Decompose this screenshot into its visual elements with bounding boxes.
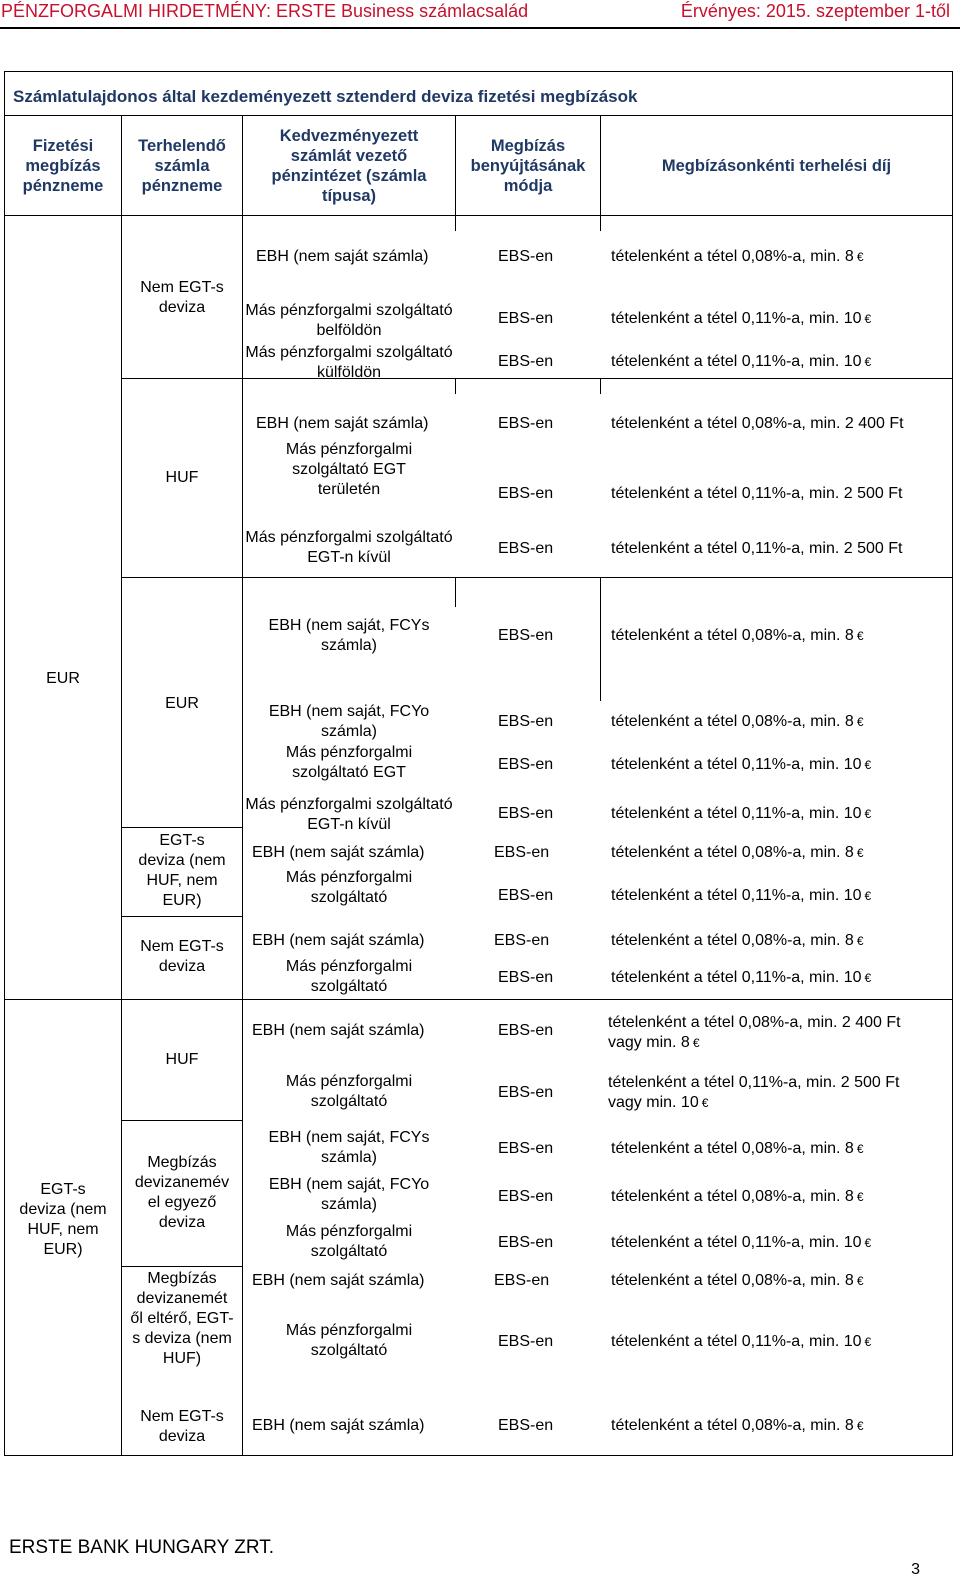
col2-megbizas-eltero bbox=[121, 1266, 243, 1456]
b2-r1-mode: EBS-en bbox=[498, 415, 554, 432]
vsep-a bbox=[455, 215, 456, 231]
b7-r3-bank: Más pénzforgalmi szolgáltató bbox=[285, 1223, 413, 1260]
fee-area bbox=[242, 215, 953, 1456]
b3-r1-mode: EBS-en bbox=[498, 627, 554, 644]
col2-eur bbox=[121, 577, 243, 828]
col2-eur-label: EUR bbox=[165, 695, 199, 712]
b4-r1-fee: tételenként a tétel 0,08%-a, min. 8 € bbox=[611, 844, 864, 861]
b7-r3-mode: EBS-en bbox=[498, 1234, 554, 1251]
b1-r2-bank: Más pénzforgalmi szolgáltató belföldön bbox=[245, 302, 453, 339]
header-col4-text: Megbízás benyújtásának módja bbox=[470, 137, 586, 195]
header-col5 bbox=[600, 115, 953, 216]
eur-block bbox=[4, 215, 122, 1000]
page-number: 3 bbox=[911, 1561, 920, 1578]
b5-r2-bank: Más pénzforgalmi szolgáltató bbox=[285, 958, 413, 995]
b6-r2-bank: Más pénzforgalmi szolgáltató bbox=[285, 1073, 413, 1110]
b3-r3-bank: Más pénzforgalmi szolgáltató EGT bbox=[285, 744, 413, 781]
b5-r2-fee: tételenként a tétel 0,11%-a, min. 10 € bbox=[611, 969, 872, 986]
col2-egt bbox=[121, 827, 243, 917]
b9-r1-bank: EBH (nem saját számla) bbox=[252, 1417, 425, 1434]
col2-nem-egt bbox=[121, 215, 243, 379]
b8-r1-mode: EBS-en bbox=[494, 1272, 550, 1289]
b6-r2-fee: tételenként a tétel 0,11%-a, min. 2 500 Ft vagy min. 10 € bbox=[608, 1074, 900, 1111]
eur-label: EUR bbox=[46, 670, 80, 687]
egt-label: EGT-s deviza (nem HUF, nem EUR) bbox=[19, 1181, 107, 1258]
vsep-f bbox=[600, 577, 601, 701]
b3-r4-bank: Más pénzforgalmi szolgáltató EGT-n kívül bbox=[245, 796, 453, 833]
b2-r2-mode: EBS-en bbox=[498, 485, 554, 502]
col2-megbizas-egyezo-label: Megbízás devizanemév el egyező deviza bbox=[134, 1154, 230, 1231]
b1-r1-bank: EBH (nem saját számla) bbox=[256, 248, 429, 265]
b4-r2-bank: Más pénzforgalmi szolgáltató bbox=[285, 869, 413, 906]
header-col4 bbox=[455, 115, 601, 216]
header-col1-text: Fizetési megbízás pénzneme bbox=[22, 137, 104, 195]
vsep-e bbox=[455, 577, 456, 607]
b6-r1-bank: EBH (nem saját számla) bbox=[252, 1022, 425, 1039]
col2-huf-label: HUF bbox=[165, 469, 199, 486]
b3-r2-mode: EBS-en bbox=[498, 713, 554, 730]
b8-r2-fee: tételenként a tétel 0,11%-a, min. 10 € bbox=[611, 1333, 872, 1350]
egt-block bbox=[4, 999, 122, 1456]
sep-2 bbox=[242, 577, 953, 578]
col2-huf bbox=[121, 378, 243, 578]
b4-r1-mode: EBS-en bbox=[494, 844, 550, 861]
b7-r2-bank: EBH (nem saját, FCYo számla) bbox=[268, 1176, 430, 1213]
b3-r3-mode: EBS-en bbox=[498, 756, 554, 773]
header-col5-text: Megbízásonkénti terhelési díj bbox=[661, 157, 892, 175]
b8-r1-bank: EBH (nem saját számla) bbox=[252, 1272, 425, 1289]
b3-r1-fee: tételenként a tétel 0,08%-a, min. 8 € bbox=[611, 627, 864, 644]
b8-r2-mode: EBS-en bbox=[498, 1333, 554, 1350]
col2-nem-egt-label: Nem EGT-s deviza bbox=[140, 279, 224, 316]
b2-r1-bank: EBH (nem saját számla) bbox=[256, 415, 429, 432]
b1-r1-fee: tételenként a tétel 0,08%-a, min. 8 € bbox=[611, 248, 864, 265]
b4-r2-fee: tételenként a tétel 0,11%-a, min. 10 € bbox=[611, 887, 872, 904]
header-col3-text: Kedvezményezett számlát vezető pénzintézet (számla típusa) bbox=[271, 127, 427, 205]
b2-r1-fee: tételenként a tétel 0,08%-a, min. 2 400 Ft bbox=[611, 415, 904, 432]
vsep-b bbox=[600, 215, 601, 231]
b5-r2-mode: EBS-en bbox=[498, 969, 554, 986]
table-title: Számlatulajdonos által kezdeményezett sztenderd deviza fizetési megbízások bbox=[13, 87, 638, 106]
b2-r2-fee: tételenként a tétel 0,11%-a, min. 2 500 Ft bbox=[611, 485, 903, 502]
header-rule bbox=[0, 27, 960, 29]
b2-r3-mode: EBS-en bbox=[498, 540, 554, 557]
b6-r1-fee: tételenként a tétel 0,08%-a, min. 2 400 Ft vagy min. 8 € bbox=[608, 1014, 901, 1051]
col2-huf2-label: HUF bbox=[165, 1051, 199, 1068]
b9-r1-mode: EBS-en bbox=[498, 1417, 554, 1434]
b7-r1-mode: EBS-en bbox=[498, 1140, 554, 1157]
col2-megbizas-eltero-label: Megbízás devizanemét ől eltérő, EGT-s deviza (nem HUF) bbox=[130, 1270, 234, 1367]
b8-r1-fee: tételenként a tétel 0,08%-a, min. 8 € bbox=[611, 1272, 864, 1289]
b4-r1-bank: EBH (nem saját számla) bbox=[252, 844, 425, 861]
b3-r1-bank: EBH (nem saját, FCYs számla) bbox=[268, 617, 430, 654]
b1-r3-fee: tételenként a tétel 0,11%-a, min. 10 € bbox=[611, 353, 872, 370]
b5-r1-bank: EBH (nem saját számla) bbox=[252, 932, 425, 949]
col2-nem-egt2 bbox=[121, 916, 243, 1000]
b2-r3-bank: Más pénzforgalmi szolgáltató EGT-n kívül bbox=[245, 529, 453, 566]
b2-r3-fee: tételenként a tétel 0,11%-a, min. 2 500 Ft bbox=[611, 540, 903, 557]
col2-megbizas-egyezo bbox=[121, 1120, 243, 1267]
b3-r2-bank: EBH (nem saját, FCYo számla) bbox=[268, 703, 430, 740]
table-title-cell bbox=[4, 71, 953, 116]
b5-r1-mode: EBS-en bbox=[494, 932, 550, 949]
b1-r3-mode: EBS-en bbox=[498, 353, 554, 370]
header-col1 bbox=[4, 115, 122, 216]
col2-egt-label: EGT-s deviza (nem HUF, nem EUR) bbox=[138, 832, 226, 909]
b4-r2-mode: EBS-en bbox=[498, 887, 554, 904]
b9-r1-fee: tételenként a tétel 0,08%-a, min. 8 € bbox=[611, 1417, 864, 1434]
b3-r4-mode: EBS-en bbox=[498, 805, 554, 822]
b3-r3-fee: tételenként a tétel 0,11%-a, min. 10 € bbox=[611, 756, 872, 773]
col2-nem-egt2-label: Nem EGT-s deviza bbox=[140, 938, 224, 975]
footer-bank-name: ERSTE BANK HUNGARY ZRT. bbox=[9, 1537, 275, 1558]
b7-r1-fee: tételenként a tétel 0,08%-a, min. 8 € bbox=[611, 1140, 864, 1157]
b8-r2-bank: Más pénzforgalmi szolgáltató bbox=[285, 1322, 413, 1359]
header-col2-text: Terhelendő számla pénzneme bbox=[138, 137, 226, 195]
b3-r2-fee: tételenként a tétel 0,08%-a, min. 8 € bbox=[611, 713, 864, 730]
b2-r2-bank: Más pénzforgalmi szolgáltató EGT területén bbox=[285, 441, 413, 498]
page-header bbox=[0, 0, 960, 22]
fee-table bbox=[4, 71, 953, 1455]
b1-r1-mode: EBS-en bbox=[498, 248, 554, 265]
b6-r1-mode: EBS-en bbox=[498, 1022, 554, 1039]
b7-r2-fee: tételenként a tétel 0,08%-a, min. 8 € bbox=[611, 1188, 864, 1205]
b1-r2-mode: EBS-en bbox=[498, 310, 554, 327]
col2-nem-egt3-label: Nem EGT-s deviza bbox=[140, 1408, 224, 1445]
b1-r2-fee: tételenként a tétel 0,11%-a, min. 10 € bbox=[611, 310, 872, 327]
b5-r1-fee: tételenként a tétel 0,08%-a, min. 8 € bbox=[611, 932, 864, 949]
b1-r3-bank: Más pénzforgalmi szolgáltató külföldön bbox=[245, 344, 453, 381]
sep-3 bbox=[242, 999, 953, 1000]
header-title: PÉNZFORGALMI HIRDETMÉNY: ERSTE Business számlacsalád bbox=[1, 1, 529, 21]
b6-r2-mode: EBS-en bbox=[498, 1084, 554, 1101]
b3-r4-fee: tételenként a tétel 0,11%-a, min. 10 € bbox=[611, 805, 872, 822]
b7-r3-fee: tételenként a tétel 0,11%-a, min. 10 € bbox=[611, 1234, 872, 1251]
b7-r2-mode: EBS-en bbox=[498, 1188, 554, 1205]
col2-huf2 bbox=[121, 999, 243, 1121]
header-col2 bbox=[121, 115, 243, 216]
header-col3 bbox=[242, 115, 456, 216]
b7-r1-bank: EBH (nem saját, FCYs számla) bbox=[268, 1129, 430, 1166]
header-validity: Érvényes: 2015. szeptember 1-től bbox=[680, 1, 950, 21]
vsep-d bbox=[600, 378, 601, 394]
